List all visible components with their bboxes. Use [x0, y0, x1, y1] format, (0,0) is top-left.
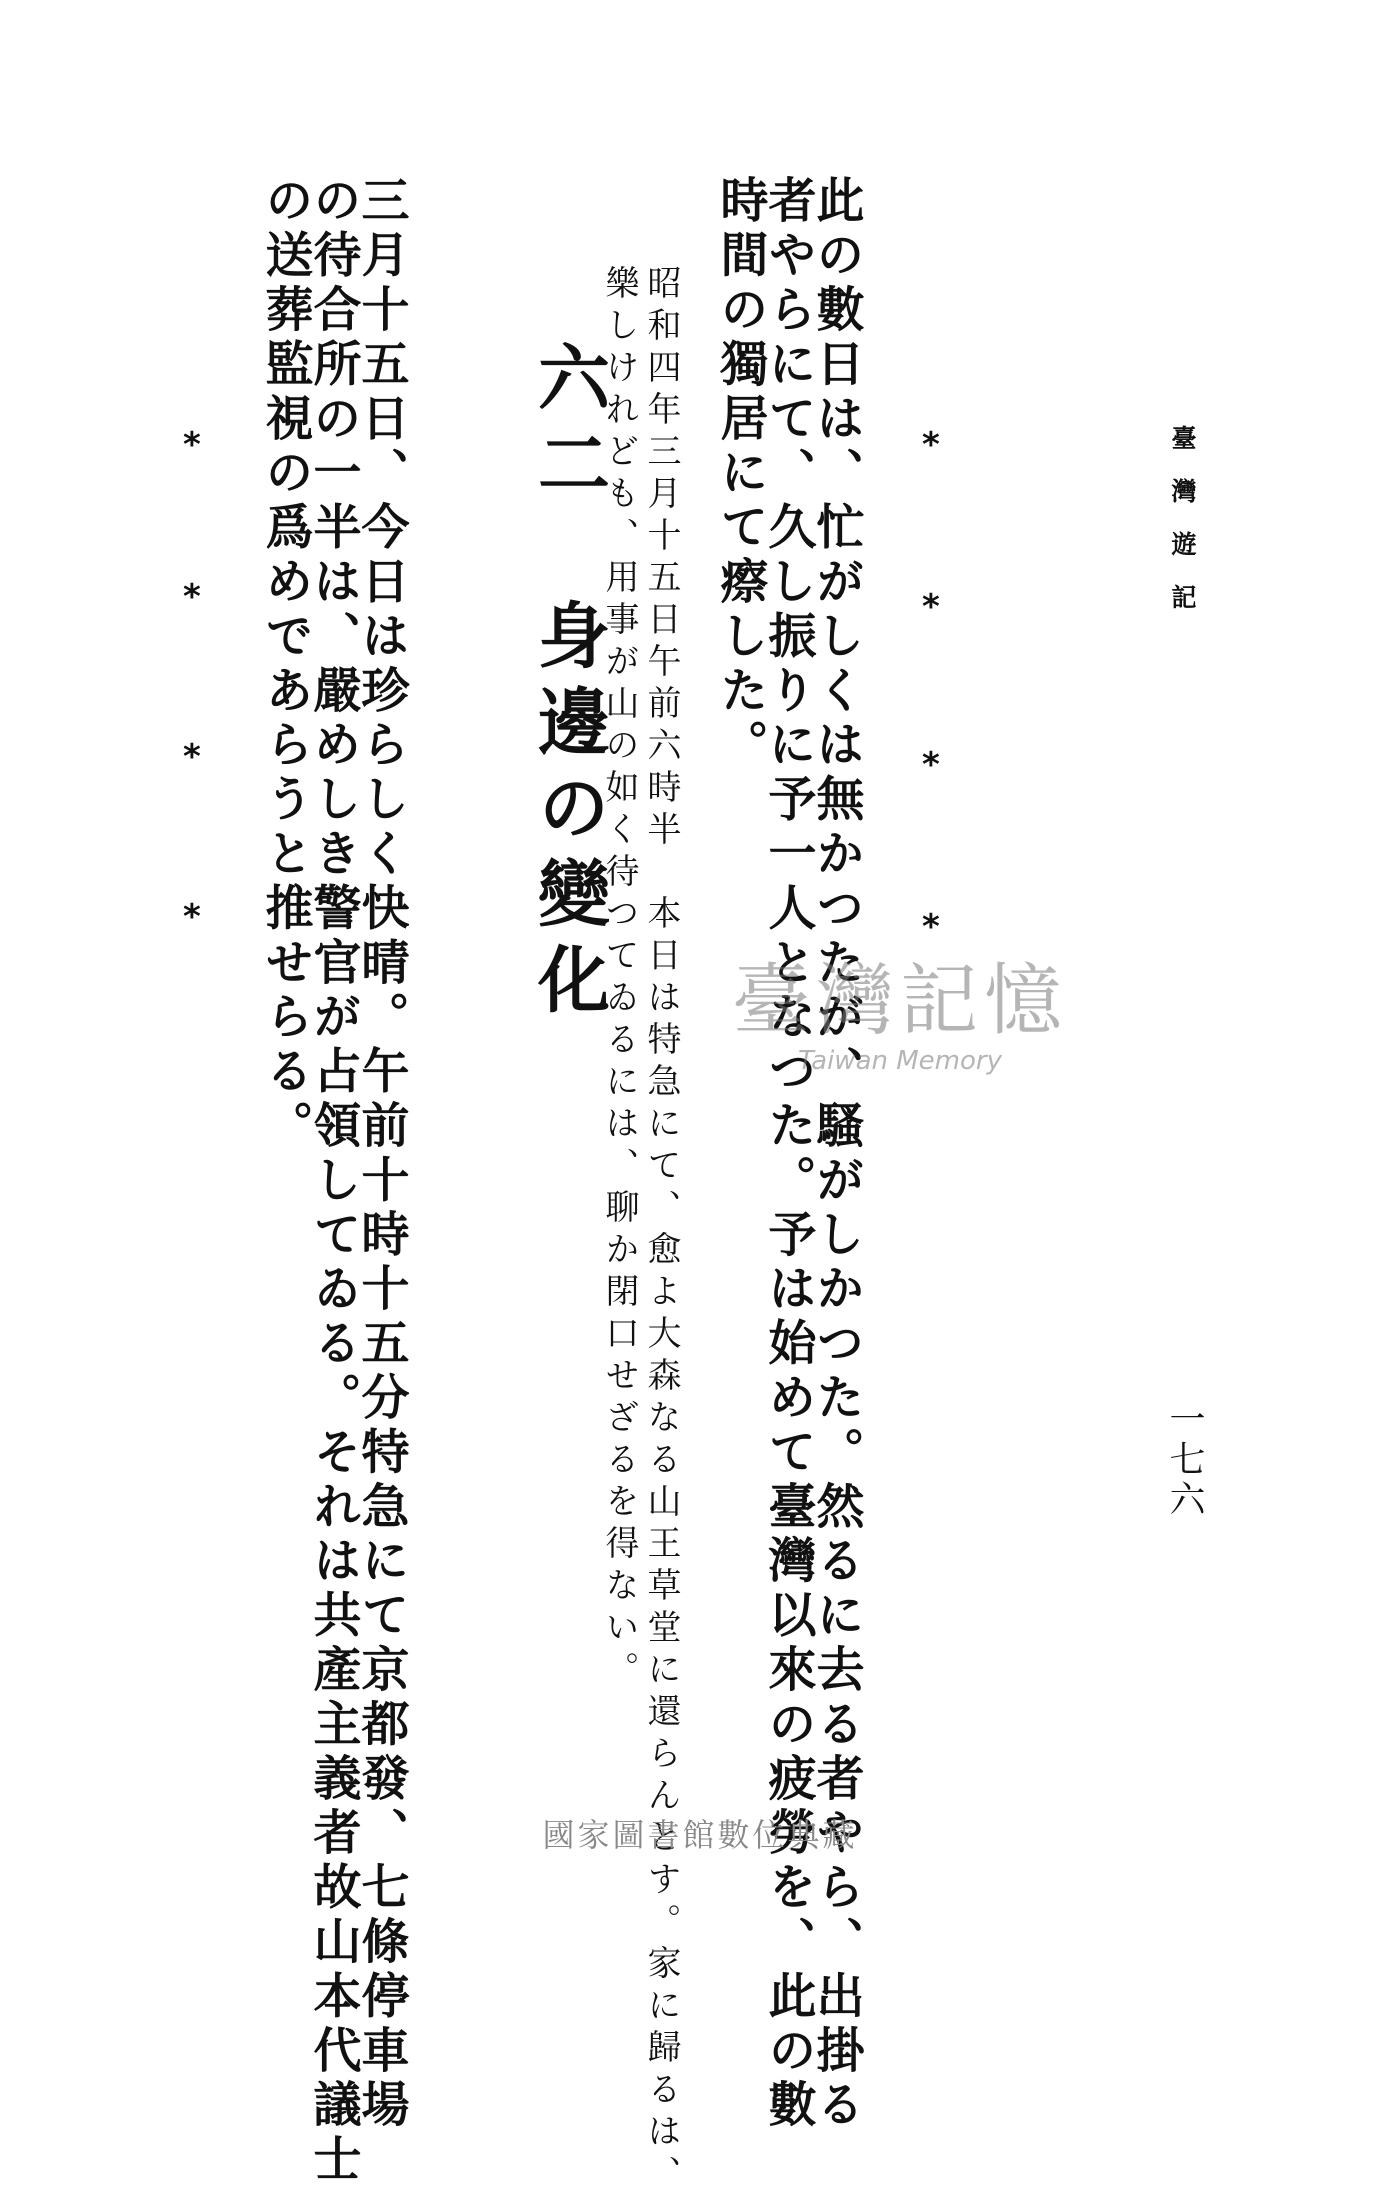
separator-asterisk: *	[922, 425, 940, 465]
section-title: 六二 身邊の變化	[526, 340, 611, 1028]
separator-asterisk: *	[183, 897, 201, 937]
watermark-chinese: 臺灣記憶	[731, 956, 1068, 1046]
note-line-1: 昭和四年三月十五日午前六時半 本日は特急にて、愈よ大森なる山王草堂に還らんとす。家に歸るは、	[641, 265, 681, 2197]
separator-asterisk: *	[183, 737, 201, 777]
paragraph-1-line-2: 者やらにて、久し振りに予一人となつた。予は始めて臺灣以來の疲勞を、此の數	[760, 175, 816, 2134]
paragraph-2-line-3: の送葬監視の爲めであらうと推せらる。	[257, 175, 313, 1155]
paragraph-1-line-3: 時間の獨居にて瘵した。	[712, 175, 768, 774]
paragraph-1-line-1: 此の數日は、忙がしくは無かつたが、騷がしかつた。然るに去る者やら、出掛る	[808, 175, 864, 2134]
watermark-english: Taiwan Memory	[798, 1046, 1002, 1076]
separator-asterisk: *	[183, 425, 201, 465]
running-title: 臺灣遊記	[1168, 425, 1197, 637]
separator-asterisk: *	[922, 745, 940, 785]
separator-asterisk: *	[922, 587, 940, 627]
separator-asterisk: *	[922, 907, 940, 947]
footer-attribution: 國家圖書館數位典藏	[542, 1816, 858, 1854]
note-line-2: 樂しけれども、用事が山の如く待つてゐるには、聊か閉口せざるを得ない。	[599, 265, 639, 1693]
paragraph-2-line-2: の待合所の一半は、嚴めしき警官が占領してゐる。それは共產主義者故山本代議士	[305, 175, 361, 2188]
page-number: 一七六	[1164, 1400, 1205, 1520]
separator-asterisk: *	[183, 577, 201, 617]
paragraph-2-line-1: 三月十五日、今日は珍らしく快晴。午前十時十五分特急にて京都發、七條停車場	[353, 175, 409, 2134]
